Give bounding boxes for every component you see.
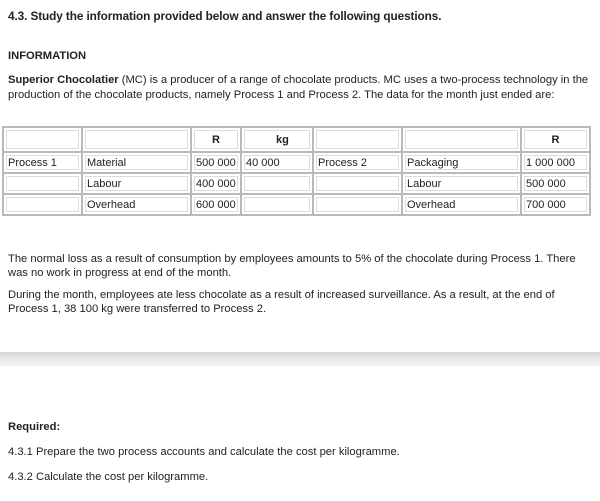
table-row bbox=[3, 173, 590, 194]
header-cell bbox=[3, 127, 82, 152]
table-cell: Process 2 bbox=[313, 152, 402, 173]
header-cell-kg: kg bbox=[241, 127, 313, 152]
intro-text: (MC) is a producer of a range of chocolate products. MC uses a two-process technology in the production of the chocolate products, namely Process 1 and Process 2. The data for the month just ended are: bbox=[8, 74, 589, 101]
information-heading: INFORMATION bbox=[8, 50, 87, 62]
process-data-table bbox=[2, 126, 591, 216]
required-heading: Required: bbox=[8, 421, 61, 433]
header-cell bbox=[402, 127, 521, 152]
header-cell-rand: R bbox=[191, 127, 241, 152]
table-cell bbox=[3, 173, 82, 194]
company-name: Superior Chocolatier bbox=[8, 74, 119, 86]
table-cell: 40 000 bbox=[241, 152, 313, 173]
table-cell: 400 000 bbox=[191, 173, 241, 194]
table-cell: 1 000 000 bbox=[521, 152, 590, 173]
table-cell: 700 000 bbox=[521, 194, 590, 215]
table-row bbox=[3, 194, 590, 215]
transfer-paragraph: During the month, employees ate less chocolate as a result of increased surveillance. As a result, at the end of Process 1, 38 100 kg were transferred to Process 2. bbox=[8, 289, 555, 316]
table-cell: 500 000 bbox=[521, 173, 590, 194]
table-cell: Overhead bbox=[82, 194, 191, 215]
table-cell: Material bbox=[82, 152, 191, 173]
section-divider bbox=[0, 352, 600, 366]
table-row bbox=[3, 152, 590, 173]
table-cell bbox=[241, 173, 313, 194]
intro-paragraph bbox=[8, 73, 593, 102]
table-cell: Labour bbox=[82, 173, 191, 194]
table-cell bbox=[313, 194, 402, 215]
table-cell: Overhead bbox=[402, 194, 521, 215]
table-cell bbox=[241, 194, 313, 215]
table-cell: 500 000 bbox=[191, 152, 241, 173]
table-header-row bbox=[3, 127, 590, 152]
header-cell-rand: R bbox=[521, 127, 590, 152]
table-cell: Packaging bbox=[402, 152, 521, 173]
normal-loss-paragraph: The normal loss as a result of consumption by employees amounts to 5% of the chocolate during Process 1. There was no work in progress at end of the month. bbox=[8, 253, 576, 280]
table-cell bbox=[313, 173, 402, 194]
table-cell: 600 000 bbox=[191, 194, 241, 215]
table-cell: Labour bbox=[402, 173, 521, 194]
required-item-4-3-2: 4.3.2 Calculate the cost per kilogramme. bbox=[8, 471, 209, 483]
header-cell bbox=[82, 127, 191, 152]
table-cell: Process 1 bbox=[3, 152, 82, 173]
required-item-4-3-1: 4.3.1 Prepare the two process accounts and calculate the cost per kilogramme. bbox=[8, 446, 400, 458]
question-title: 4.3. Study the information provided below and answer the following questions. bbox=[8, 9, 442, 23]
header-cell bbox=[313, 127, 402, 152]
table-cell bbox=[3, 194, 82, 215]
